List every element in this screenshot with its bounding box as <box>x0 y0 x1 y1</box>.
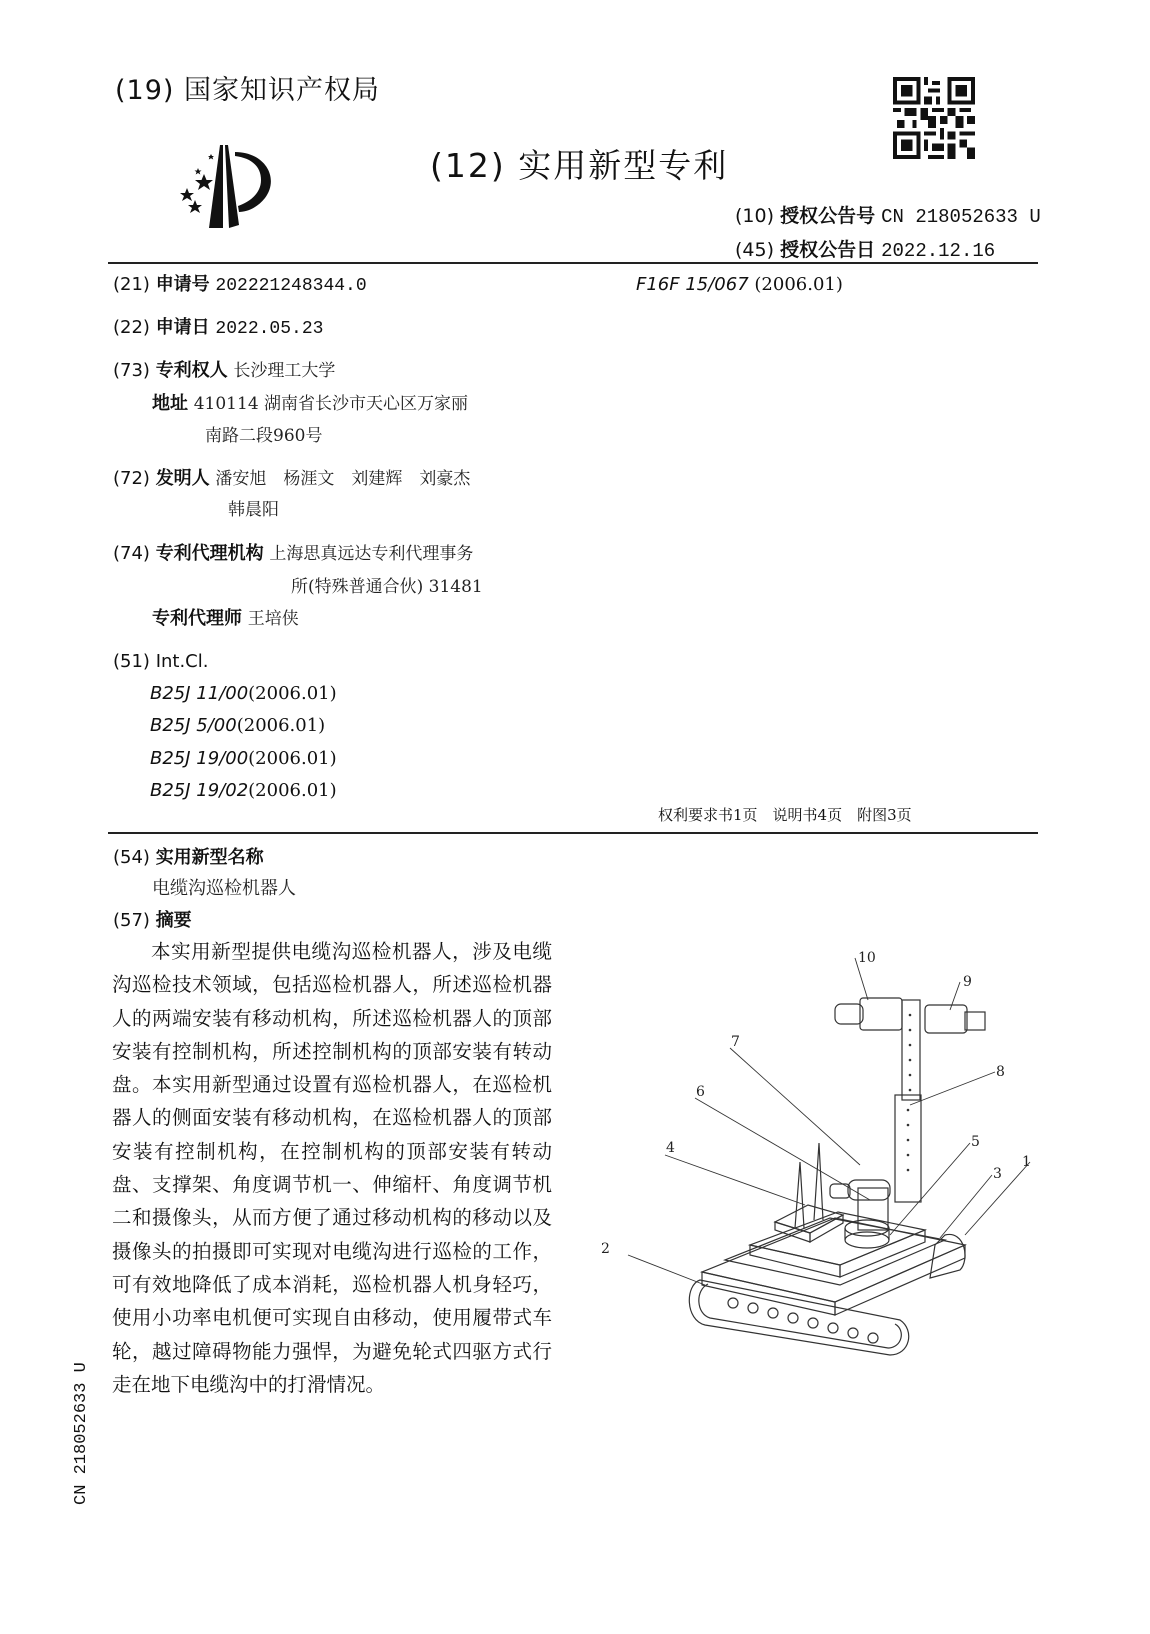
pub-date-value: 2022.12.16 <box>881 240 996 262</box>
pub-date-label: 授权公告日 <box>780 239 876 261</box>
office-name: 国家知识产权局 <box>184 75 381 106</box>
address-line2: 南路二段960号 <box>205 426 323 446</box>
agent-label: 专利代理师 <box>152 608 242 629</box>
svg-text:1: 1 <box>1022 1154 1031 1170</box>
int-cl-item <box>150 746 337 772</box>
svg-text:7: 7 <box>731 1034 740 1050</box>
application-date <box>113 315 323 342</box>
page-counts: 权利要求书1页 说明书4页 附图3页 <box>658 806 912 824</box>
pub-number-value: CN 218052633 U <box>881 206 1041 228</box>
svg-text:8: 8 <box>996 1064 1005 1080</box>
inventors-tag: (72) <box>113 468 150 489</box>
int-cl-label: Int.Cl. <box>155 651 209 672</box>
app-no-value: 202221248344.0 <box>215 276 367 296</box>
qr-code-icon <box>893 77 975 159</box>
office-header <box>115 68 380 107</box>
inventors-line2: 韩晨阳 <box>228 500 279 520</box>
agent <box>152 606 299 632</box>
svg-text:3: 3 <box>993 1166 1002 1182</box>
pub-number-label: 授权公告号 <box>780 205 876 227</box>
utility-model-title: 电缆沟巡检机器人 <box>152 878 296 899</box>
cnipa-logo-icon <box>165 140 285 230</box>
ipc-code: B25J 19/00 <box>150 748 249 769</box>
title-label: 实用新型名称 <box>155 847 264 868</box>
agency-label: 专利代理机构 <box>155 543 264 564</box>
app-no-tag: (21) <box>113 274 150 295</box>
app-date-tag: (22) <box>113 317 150 338</box>
application-number <box>113 272 367 299</box>
app-date-label: 申请日 <box>155 317 210 338</box>
robot-drawing-figure <box>590 900 1050 1360</box>
svg-text:2: 2 <box>601 1241 610 1257</box>
abstract-label: 摘要 <box>155 910 192 931</box>
pub-date-tag: (45) <box>735 239 775 261</box>
office-tag: (19) <box>115 75 175 106</box>
abstract-header <box>113 908 192 934</box>
abstract-tag: (57) <box>113 910 150 931</box>
ipc-version: (2006.01) <box>248 683 337 704</box>
app-date-value: 2022.05.23 <box>215 319 324 339</box>
inventors-line1: 潘安旭 杨涯文 刘建辉 刘豪杰 <box>215 469 471 489</box>
pub-number-tag: (10) <box>735 205 775 227</box>
agent-value: 王培侠 <box>247 609 299 629</box>
inventors-label: 发明人 <box>155 468 210 489</box>
right-ipc <box>636 272 843 298</box>
svg-text:9: 9 <box>963 974 972 990</box>
patentee <box>113 358 335 384</box>
ipc-code: B25J 5/00 <box>150 715 237 736</box>
right-ipc-code: F16F 15/067 <box>636 274 749 295</box>
doc-type-label: 实用新型专利 <box>518 146 729 185</box>
figure-label-10: 10 <box>858 950 876 966</box>
app-no-label: 申请号 <box>155 274 210 295</box>
address <box>152 391 468 417</box>
divider-top <box>108 262 1038 264</box>
patentee-value: 长沙理工大学 <box>233 361 336 381</box>
side-publication-number: CN 218052633 U <box>72 1362 91 1505</box>
agency <box>113 541 473 567</box>
ipc-code: B25J 11/00 <box>150 683 249 704</box>
ipc-code: B25J 19/02 <box>150 780 249 801</box>
int-cl-item <box>150 681 337 707</box>
address-label: 地址 <box>152 393 188 414</box>
ipc-version: (2006.01) <box>248 748 337 769</box>
address-line1: 410114 湖南省长沙市天心区万家丽 <box>193 394 469 414</box>
agency-tag: (74) <box>113 543 150 564</box>
publication-date <box>735 235 995 262</box>
svg-text:4: 4 <box>666 1140 675 1156</box>
abstract-text: 本实用新型提供电缆沟巡检机器人，涉及电缆沟巡检技术领域，包括巡检机器人，所述巡检机器人的两端安装有移动机构，所述巡检机器人的顶部安装有控制机构，所述控制机构的顶部安装有转动盘。本实用新型通过设置有巡检机器人，在巡检机器人的侧面安装有移动机构，在巡检机器人的顶部安装有控制机构，在控制机构的顶部安装有转动盘、支撑架、角度调节机一、伸缩杆、角度调节机二和摄像头，从而方便了通过移动机构的移动以及摄像头的拍摄即可实现对电缆沟进行巡检的工作，可有效地降低了成本消耗，巡检机器人机身轻巧，使用小功率电机便可实现自由移动，使用履带式车轮，越过障碍物能力强悍，为避免轮式四驱方式行走在地下电缆沟中的打滑情况。 <box>112 940 552 1396</box>
svg-text:5: 5 <box>971 1134 980 1150</box>
int-cl-header <box>113 649 208 675</box>
svg-text:6: 6 <box>696 1084 705 1100</box>
patentee-label: 专利权人 <box>155 360 228 381</box>
inventors <box>113 466 470 492</box>
title-tag: (54) <box>113 847 150 868</box>
divider-middle <box>108 832 1038 834</box>
patentee-tag: (73) <box>113 360 150 381</box>
int-cl-item <box>150 713 325 739</box>
int-cl-tag: (51) <box>113 651 150 672</box>
agency-line1: 上海思真远达专利代理事务 <box>269 544 474 564</box>
title-section-header <box>113 845 264 871</box>
document-type <box>430 140 728 187</box>
agency-line2: 所(特殊普通合伙) 31481 <box>291 577 483 597</box>
ipc-version: (2006.01) <box>248 780 337 801</box>
doc-type-tag: (12) <box>430 146 506 185</box>
publication-number <box>735 201 1041 228</box>
right-ipc-version: (2006.01) <box>754 274 843 295</box>
int-cl-item <box>150 778 337 804</box>
ipc-version: (2006.01) <box>236 715 326 736</box>
